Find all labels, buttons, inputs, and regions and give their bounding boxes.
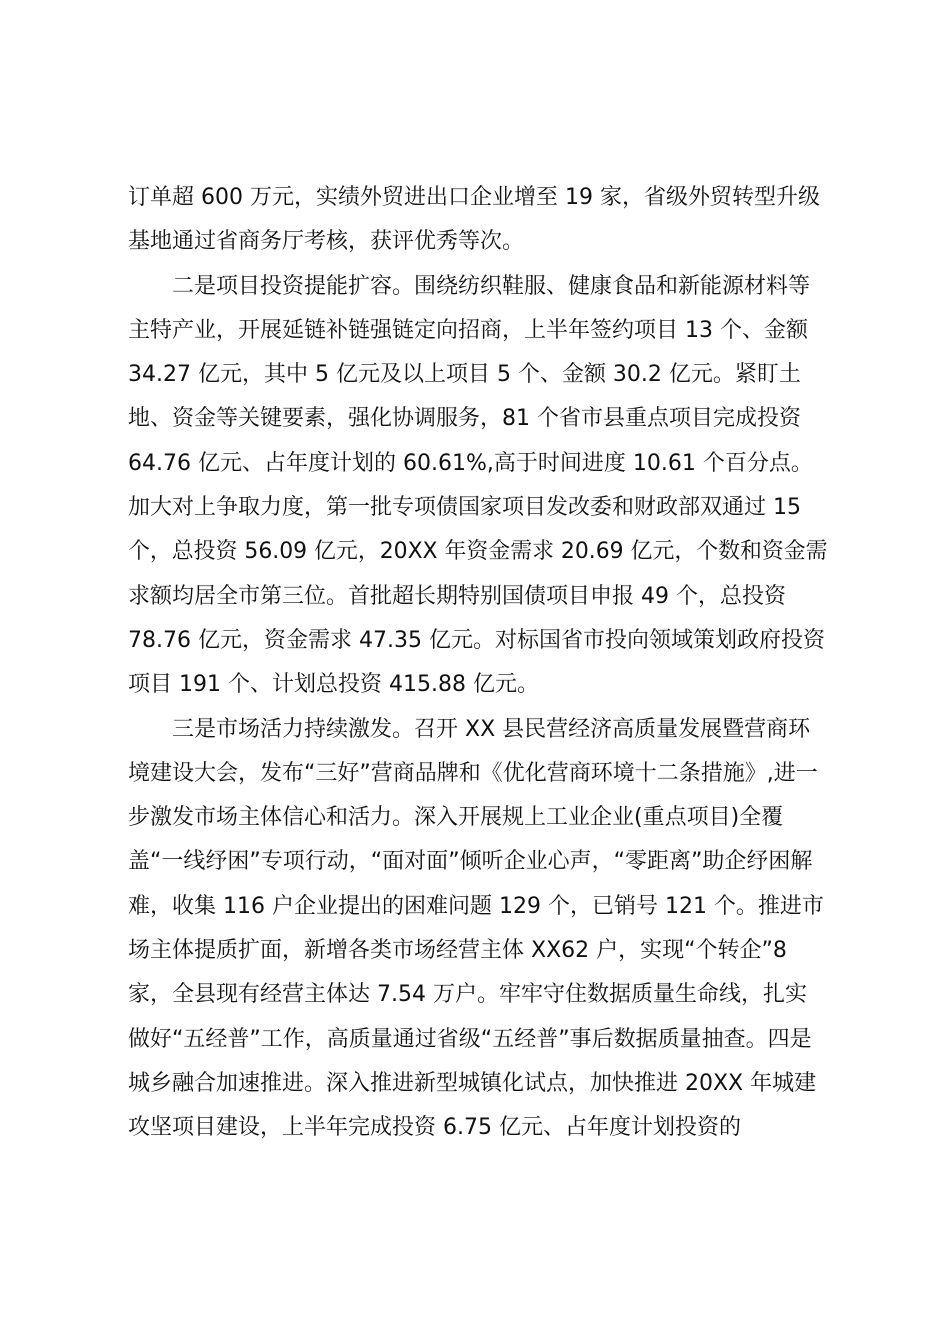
body-line: 加大对上争取力度，第一批专项债国家项目发改委和财政部双通过 15: [128, 495, 801, 521]
body-line: 个，总投资 56.09 亿元，20XX 年资金需求 20.69 亿元，个数和资金需: [128, 539, 828, 565]
body-line: 地、资金等关键要素，强化协调服务，81 个省市县重点项目完成投资: [128, 406, 801, 432]
body-line: 做好“五经普”工作，高质量通过省级“五经普”事后数据质量抽查。四是: [128, 1026, 812, 1052]
body-line: 64.76 亿元、占年度计划的 60.61%,高于时间进度 10.61 个百分点。: [128, 450, 813, 476]
body-line: 34.27 亿元，其中 5 亿元及以上项目 5 个、金额 30.2 亿元。紧盯土: [128, 362, 801, 388]
paragraph-start-line: 二是项目投资提能扩容。围绕纺织鞋服、健康食品和新能源材料等: [172, 273, 811, 299]
body-line: 求额均居全市第三位。首批超长期特别国债项目申报 49 个，总投资: [128, 583, 786, 609]
body-line: 基地通过省商务厅考核，获评优秀等次。: [128, 229, 525, 255]
body-line: 订单超 600 万元，实绩外贸进出口企业增至 19 家，省级外贸转型升级: [128, 185, 820, 210]
body-line: 主特产业，开展延链补链强链定向招商，上半年签约项目 13 个、金额: [128, 317, 808, 343]
paragraph-start-line: 三是市场活力持续激发。召开 XX 县民营经济高质量发展暨营商环: [172, 716, 811, 742]
body-line: 盖“一线纾困”专项行动，“面对面”倾听企业心声，“零距离”助企纾困解: [128, 849, 813, 875]
body-line: 城乡融合加速推进。深入推进新型城镇化试点，加快推进 20XX 年城建: [128, 1070, 817, 1096]
document-body: [128, 176, 828, 1151]
body-line: 场主体提质扩面，新增各类市场经营主体 XX62 户，实现“个转企”8: [128, 938, 787, 964]
body-line: 项目 191 个、计划总投资 415.88 亿元。: [128, 672, 539, 698]
body-line: 难，收集 116 户企业提出的困难问题 129 个，已销号 121 个。推进市: [128, 893, 824, 919]
body-line: 78.76 亿元，资金需求 47.35 亿元。对标国省市投向领域策划政府投资: [128, 627, 825, 653]
body-line: 步激发市场主体信心和活力。深入开展规上工业企业(重点项目)全覆: [128, 805, 784, 831]
body-line: 家，全县现有经营主体达 7.54 万户。牢牢守住数据质量生命线，扎实: [128, 982, 807, 1008]
body-line: 境建设大会，发布“三好”营商品牌和《优化营商环境十二条措施》,进一: [128, 760, 818, 786]
body-line: 攻坚项目建设，上半年完成投资 6.75 亿元、占年度计划投资的: [128, 1115, 741, 1141]
